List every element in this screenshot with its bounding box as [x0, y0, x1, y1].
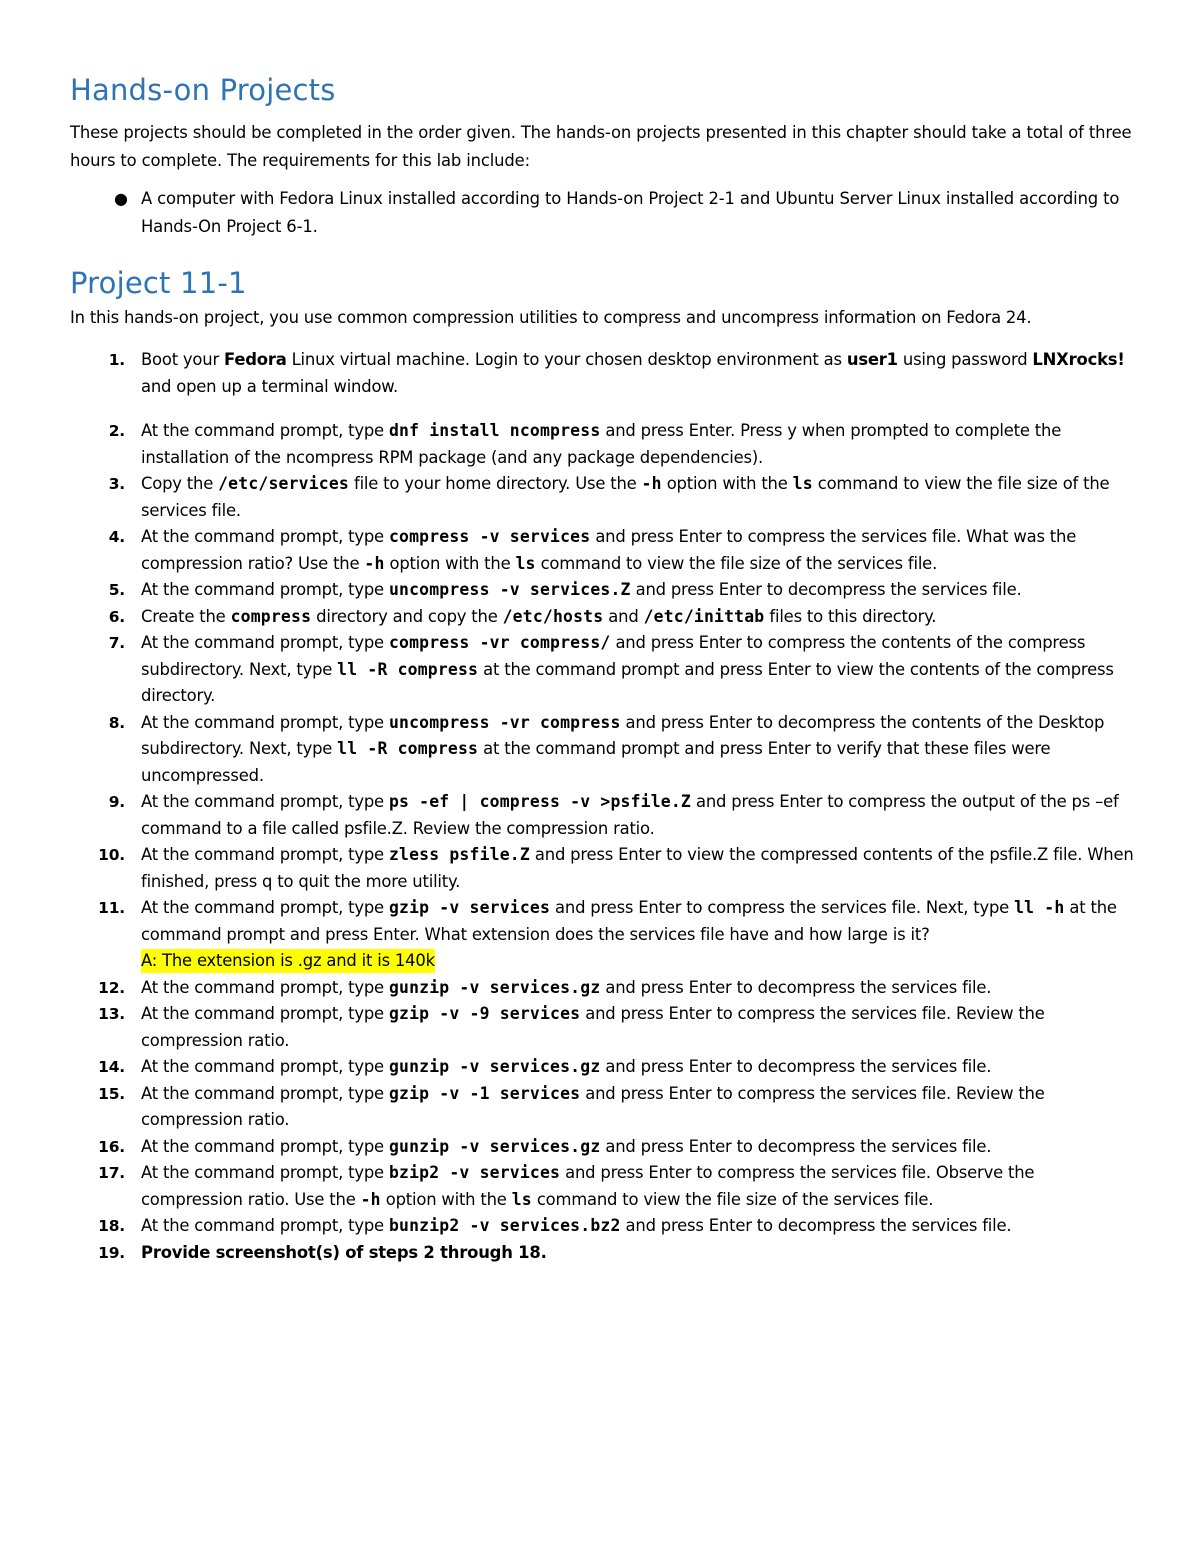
step-number: 9.	[108, 793, 125, 811]
command-text: zless psfile.Z	[388, 845, 530, 864]
step-text: and press Enter to compress the output of the ps –ef command to a file called psfile.Z. Review the compression ratio.	[141, 792, 1119, 838]
step-number: 5.	[108, 581, 125, 599]
command-text: gunzip -v services.gz	[388, 1136, 601, 1156]
intro-paragraph: These projects should be completed in the order given. The hands-on projects presented in this chapter should take a total of three hours to complete. The requirements for this lab include:	[70, 123, 1132, 170]
step-item	[70, 471, 1140, 524]
step-text: option with the	[380, 1189, 512, 1209]
command-text: ls	[515, 553, 536, 573]
command-text: /etc/services	[218, 474, 349, 493]
command-text: uncompress -vr compress	[388, 712, 621, 732]
step-text: At the command prompt, type	[141, 792, 389, 811]
step-item	[70, 1240, 1140, 1267]
step-item	[70, 1213, 1140, 1240]
step-text: files to this directory.	[764, 606, 937, 626]
bold-text: user1	[846, 350, 898, 369]
requirement-item	[70, 185, 1140, 241]
step-text: and press Enter to compress the services file. Review the compression ratio.	[141, 1004, 1045, 1050]
step-text: and press Enter to compress the contents of the compress subdirectory. Next, type	[141, 633, 1086, 679]
step-text: At the command prompt, type	[141, 1057, 389, 1076]
step-text: file to your home directory. Use the	[349, 474, 642, 493]
step-number: 11.	[98, 899, 125, 917]
command-text: -h	[360, 1189, 381, 1209]
command-text: ps -ef | compress -v >psfile.Z	[388, 792, 691, 811]
step-text: At the command prompt, type	[141, 527, 389, 546]
step-item	[70, 630, 1140, 710]
command-text: dnf install ncompress	[388, 421, 601, 440]
step-item	[70, 604, 1140, 631]
step-item	[70, 418, 1140, 471]
project-title: Project 11-1	[70, 266, 247, 300]
step-number: 8.	[108, 713, 125, 732]
command-text: /etc/inittab	[643, 606, 765, 626]
command-text: ll -h	[1014, 898, 1065, 917]
step-text: and press Enter to decompress the services file.	[600, 977, 992, 997]
step-text: At the command prompt, type	[141, 977, 389, 997]
command-text: compress -vr compress/	[388, 633, 611, 652]
command-text: gunzip -v services.gz	[388, 977, 601, 997]
step-number: 19.	[98, 1243, 125, 1262]
steps-list	[70, 347, 1140, 1266]
bullet-icon: ●	[114, 189, 128, 208]
step-number: 6.	[108, 607, 125, 626]
step-text: command to view the file size of the services file.	[535, 553, 938, 573]
step-number: 14.	[98, 1058, 125, 1076]
step-text: At the command prompt, type	[141, 712, 389, 732]
step-number: 17.	[98, 1164, 125, 1182]
command-text: ls	[511, 1189, 532, 1209]
step-item	[70, 710, 1140, 790]
command-text: bunzip2 -v services.bz2	[388, 1216, 621, 1235]
bold-text: LNXrocks!	[1032, 350, 1125, 369]
step-item	[70, 842, 1140, 895]
step-number: 16.	[98, 1137, 125, 1156]
step-text: and press Enter to compress the services file. Observe the compression ratio. Use the	[141, 1163, 1035, 1209]
command-text: uncompress -v services.Z	[388, 580, 631, 599]
step-text: At the command prompt, type	[141, 1216, 389, 1235]
step-text: at the command prompt and press Enter. What extension does the services file have and how large is it?	[141, 898, 1117, 944]
step-item	[70, 577, 1140, 604]
command-text: gunzip -v services.gz	[388, 1057, 601, 1076]
step-text: command to view the file size of the services file.	[531, 1189, 934, 1209]
step-number: 1.	[108, 351, 125, 369]
command-text: compress -v services	[388, 527, 591, 546]
step-item	[70, 895, 1140, 975]
command-text: ll -R compress	[337, 659, 479, 679]
requirement-text: A computer with Fedora Linux installed according to Hands-on Project 2-1 and Ubuntu Server Linux installed according to Hands-On Project 6-1.	[141, 189, 1120, 236]
step-number: 3.	[108, 475, 125, 493]
command-text: -h	[641, 474, 662, 493]
step-number: 15.	[98, 1084, 125, 1103]
step-item	[70, 1134, 1140, 1161]
step-text: and press Enter to decompress the contents of the Desktop subdirectory. Next, type	[141, 712, 1105, 758]
step-text: At the command prompt, type	[141, 1004, 389, 1023]
command-text: gzip -v -1 services	[388, 1083, 581, 1103]
step-text: At the command prompt, type	[141, 1083, 389, 1103]
step-number: 13.	[98, 1005, 125, 1023]
command-text: compress	[230, 606, 312, 626]
step-item	[70, 347, 1140, 400]
step-text: At the command prompt, type	[141, 898, 389, 917]
document-content	[70, 70, 1140, 1266]
step-text: and press Enter to decompress the services file.	[630, 580, 1022, 599]
step-text: and press Enter to decompress the services file.	[600, 1136, 992, 1156]
command-text: /etc/hosts	[502, 606, 604, 626]
step-number: 18.	[98, 1217, 125, 1235]
step-text: At the command prompt, type	[141, 845, 389, 864]
step-text: at the command prompt and press Enter to verify that these files were uncompressed.	[141, 739, 1051, 785]
step-text: At the command prompt, type	[141, 1136, 389, 1156]
step-text: and press Enter to compress the services file. Next, type	[550, 898, 1015, 917]
step-number: 12.	[98, 978, 125, 997]
step-text: option with the	[384, 553, 516, 573]
step-number: 4.	[108, 528, 125, 546]
command-text: ll -R compress	[337, 739, 479, 758]
step-item	[70, 975, 1140, 1002]
step-text: using password	[897, 350, 1033, 369]
step-text: Copy the	[141, 474, 219, 493]
command-text: -h	[364, 553, 385, 573]
step-item	[70, 524, 1140, 577]
command-text: ls	[792, 474, 813, 493]
requirements-list	[70, 185, 1140, 241]
step-text: at the command prompt and press Enter to view the contents of the compress directory.	[141, 659, 1114, 705]
step-text: and press Enter to compress the services file. Review the compression ratio.	[141, 1083, 1045, 1129]
step-text: At the command prompt, type	[141, 421, 389, 440]
command-text: gzip -v services	[388, 898, 551, 917]
step-text: and press Enter to decompress the services file.	[600, 1057, 992, 1076]
project-description: In this hands-on project, you use common compression utilities to compress and uncompress information on Fedora 24.	[70, 308, 1032, 327]
step-number: 2.	[108, 422, 125, 440]
step-text: At the command prompt, type	[141, 580, 389, 599]
step-text: Boot your	[141, 350, 225, 369]
step-text: Linux virtual machine. Login to your chosen desktop environment as	[286, 350, 847, 369]
step-text: At the command prompt, type	[141, 633, 389, 652]
step-text: and press Enter. Press y when prompted to complete the installation of the ncompress RPM package (and any package dependencies).	[141, 421, 1062, 467]
step-item	[70, 1081, 1140, 1134]
step-text: At the command prompt, type	[141, 1163, 389, 1182]
step-item	[70, 1160, 1140, 1213]
step-text: Create the	[141, 606, 231, 626]
bold-text: Fedora	[224, 350, 287, 369]
step-text: and press Enter to compress the services file. What was the compression ratio? Use the	[141, 527, 1077, 573]
section-heading: Hands-on Projects	[70, 73, 336, 107]
bold-text: Provide screenshot(s) of steps 2 through 18.	[141, 1242, 547, 1262]
step-text: option with the	[661, 474, 793, 493]
step-number: 7.	[108, 634, 125, 652]
step-number: 10.	[98, 846, 125, 864]
step-item	[70, 1001, 1140, 1054]
step-item	[70, 1054, 1140, 1081]
answer-highlight: A: The extension is .gz and it is 140k	[141, 949, 435, 973]
step-text: and open up a terminal window.	[141, 376, 398, 396]
command-text: bzip2 -v services	[388, 1163, 561, 1182]
step-text: and press Enter to view the compressed contents of the psfile.Z file. When finished, press q to quit the more utility.	[141, 845, 1134, 891]
step-text: command to view the file size of the services file.	[141, 474, 1110, 520]
step-text: directory and copy the	[311, 606, 503, 626]
command-text: gzip -v -9 services	[388, 1004, 581, 1023]
step-text: and press Enter to decompress the services file.	[620, 1216, 1012, 1235]
step-text: and	[603, 606, 644, 626]
step-item	[70, 789, 1140, 842]
